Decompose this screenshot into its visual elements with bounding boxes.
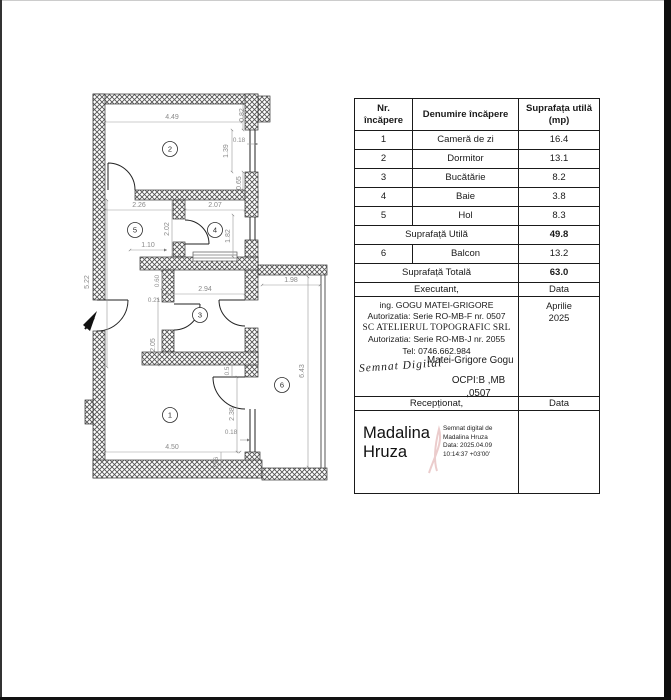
digital-signature-script: Semnat Digital bbox=[358, 357, 443, 375]
room-number: 5 bbox=[132, 225, 138, 235]
page-top-edge bbox=[0, 0, 671, 1]
page-left-edge bbox=[0, 0, 2, 700]
page-right-edge bbox=[664, 0, 671, 700]
room-number: 4 bbox=[212, 225, 218, 235]
header-suprafata: Suprafața utilă (mp) bbox=[526, 102, 592, 126]
cell-nr: 1 bbox=[355, 131, 413, 149]
dim-label: 1.82 bbox=[225, 229, 232, 243]
executant-date: Aprilie 2025 bbox=[546, 301, 572, 323]
cell-name: Bucătărie bbox=[413, 169, 519, 187]
dim-label: 0.18 bbox=[232, 137, 246, 144]
receptionat-header: Recepționat, bbox=[355, 397, 519, 410]
executant-phone-line: Tel: 0746.662.984 bbox=[402, 345, 471, 356]
cell-name: Baie bbox=[413, 188, 519, 206]
room-number: 3 bbox=[197, 310, 203, 320]
cell-name: Cameră de zi bbox=[413, 131, 519, 149]
cell-area: 16.4 bbox=[549, 134, 569, 146]
receiver-name: Madalina Hruza bbox=[363, 424, 430, 461]
table-row bbox=[355, 207, 599, 226]
cell-name: Dormitor bbox=[413, 150, 519, 168]
dim-label: 4.49 bbox=[165, 114, 179, 121]
subtotal-label: Suprafață Utilă bbox=[355, 226, 519, 244]
cell-nr: 4 bbox=[355, 188, 413, 206]
executant-detail-row bbox=[355, 297, 599, 397]
dimension-lines bbox=[105, 104, 320, 470]
receptionat-details bbox=[355, 411, 519, 493]
executant-name-line: ing. GOGU MATEI-GRIGORE bbox=[379, 300, 494, 310]
dim-label: 2.26 bbox=[132, 202, 146, 209]
cell-area: 3.8 bbox=[552, 191, 566, 203]
table-row bbox=[355, 131, 599, 150]
table-header-row bbox=[355, 99, 599, 131]
receptionat-date-cell bbox=[519, 411, 599, 493]
cell-nr: 5 bbox=[355, 207, 413, 225]
table-row bbox=[355, 188, 599, 207]
cell-nr: 2 bbox=[355, 150, 413, 168]
executant-company-line: SC ATELIERUL TOPOGRAFIC SRL bbox=[362, 323, 511, 334]
dim-label: 0.21 bbox=[147, 297, 161, 304]
cell-area: 8.3 bbox=[552, 210, 566, 222]
receptionat-date-header: Data bbox=[548, 397, 570, 409]
dim-label: 4.50 bbox=[165, 444, 179, 451]
cell-name: Balcon bbox=[413, 245, 519, 263]
table-row bbox=[355, 150, 599, 169]
bath-fixture bbox=[193, 252, 237, 261]
cell-nr: 6 bbox=[355, 245, 413, 263]
dim-label: 0.60 bbox=[154, 274, 161, 288]
room-number: 1 bbox=[167, 410, 173, 420]
dim-label: 6.43 bbox=[299, 364, 306, 378]
executant-auth1-line: Autorizatia: Serie RO-MB-F nr. 0507 bbox=[367, 311, 506, 322]
signer-name: Matei-Grigore Gogu bbox=[427, 355, 514, 366]
signer-ocpi-id: OCPI:B ,MB ,0507 bbox=[451, 375, 506, 399]
total-row bbox=[355, 264, 599, 283]
room-number-circles bbox=[128, 142, 290, 423]
cell-nr: 3 bbox=[355, 169, 413, 187]
total-value: 63.0 bbox=[549, 267, 569, 279]
cell-area: 8.2 bbox=[552, 172, 566, 184]
dim-label: 0.66 bbox=[213, 456, 220, 470]
dim-label: 2.05 bbox=[150, 338, 157, 352]
cell-name: Hol bbox=[413, 207, 519, 225]
executant-auth2-line: Autorizatia: Serie RO-MB-J nr. 2055 bbox=[367, 334, 506, 345]
dim-label: 2.38 bbox=[229, 407, 236, 421]
balcony-railing bbox=[321, 275, 325, 468]
dim-label: 1.98 bbox=[284, 277, 298, 284]
total-label: Suprafață Totală bbox=[355, 264, 519, 282]
dim-label: 2.07 bbox=[208, 202, 222, 209]
dim-label: 0.65 bbox=[236, 176, 243, 190]
executant-header: Executant, bbox=[355, 283, 519, 296]
receptionat-detail-row bbox=[355, 411, 599, 493]
dimension-labels bbox=[84, 108, 306, 469]
table-row bbox=[355, 245, 599, 264]
subtotal-value: 49.8 bbox=[549, 229, 569, 241]
executant-details bbox=[355, 297, 519, 399]
subtotal-row bbox=[355, 226, 599, 245]
dim-label: 2.02 bbox=[164, 222, 171, 236]
area-table bbox=[354, 98, 600, 494]
floor-plan-drawing bbox=[82, 82, 342, 492]
room-number: 6 bbox=[279, 380, 285, 390]
cell-area: 13.1 bbox=[549, 153, 569, 165]
dim-label: 1.10 bbox=[141, 242, 155, 249]
room-number: 2 bbox=[167, 144, 173, 154]
executant-header-row bbox=[355, 283, 599, 297]
dim-label: 0.18 bbox=[224, 429, 238, 436]
cell-area: 13.2 bbox=[549, 248, 569, 260]
dim-label: 0.82 bbox=[239, 108, 246, 122]
header-denumire: Denumire încăpere bbox=[413, 99, 519, 130]
dim-label: 0.5 bbox=[224, 366, 231, 376]
table-row bbox=[355, 169, 599, 188]
header-nr: Nr. încăpere bbox=[355, 99, 413, 130]
dim-label: 1.39 bbox=[223, 144, 230, 158]
dim-label: 2.94 bbox=[198, 286, 212, 293]
digital-stamp-text: Semnat digital de Madalina Hruza Data: 2025.04.09 10:14:37 +03'00' bbox=[443, 425, 493, 458]
dim-label: 5.22 bbox=[84, 275, 91, 289]
executant-date-header: Data bbox=[548, 283, 570, 295]
